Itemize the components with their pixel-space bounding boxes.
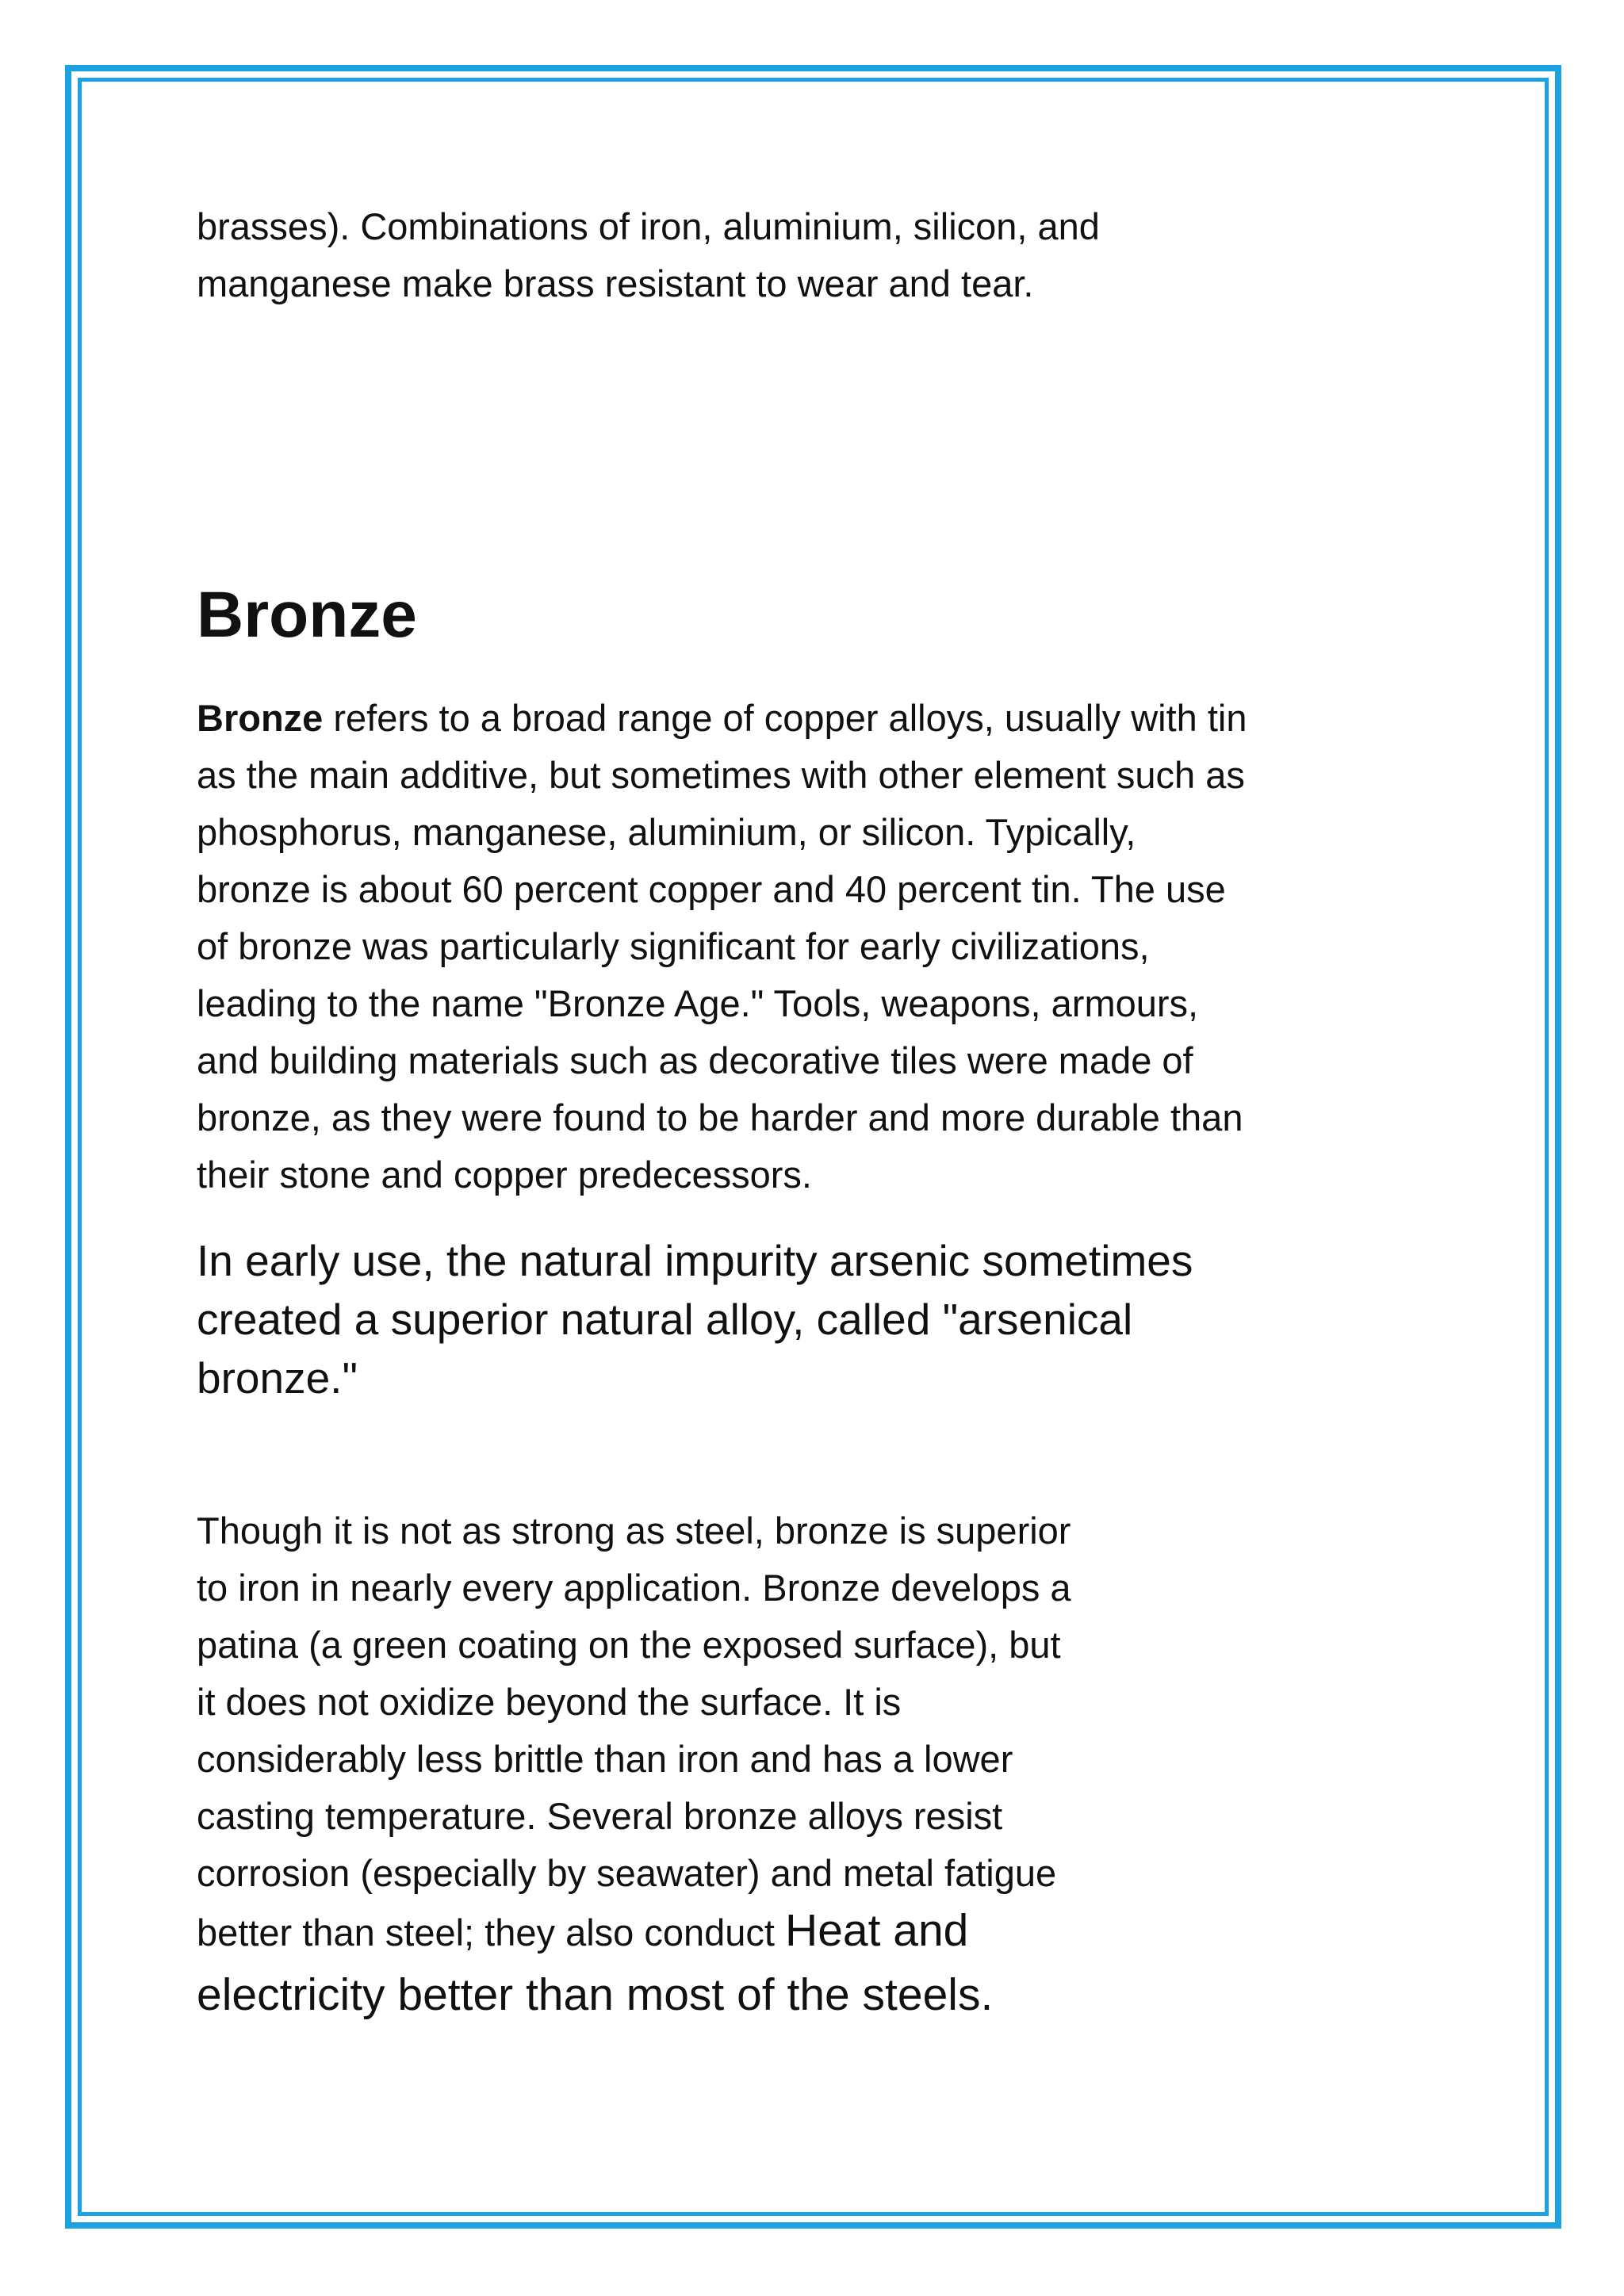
- bold-term: Bronze: [197, 697, 324, 739]
- line-text: refers to a broad range of copper alloys, usually with tin: [323, 697, 1247, 739]
- paragraph-line: [197, 1902, 1071, 1961]
- paragraph-line: to iron in nearly every application. Bronze develops a: [197, 1567, 1071, 1609]
- paragraph-line: and building materials such as decorative tiles were made of: [197, 1039, 1193, 1081]
- paragraph-line: bronze, as they were found to be harder and more durable than: [197, 1096, 1243, 1138]
- bronze-properties-paragraph: [197, 1502, 1071, 2028]
- paragraph-line: In early use, the natural impurity arsenic sometimes: [197, 1236, 1193, 1285]
- section-heading: Bronze: [197, 579, 417, 651]
- paragraph-line: their stone and copper predecessors.: [197, 1154, 812, 1196]
- line-text-large: Heat and: [785, 1905, 969, 1956]
- paragraph-line: Though it is not as strong as steel, bronze is superior: [197, 1510, 1071, 1552]
- intro-line: manganese make brass resistant to wear and tear.: [197, 262, 1034, 304]
- paragraph-line: leading to the name "Bronze Age." Tools, weapons, armours,: [197, 982, 1199, 1024]
- arsenical-bronze-paragraph: [197, 1231, 1193, 1407]
- paragraph-line: phosphorus, manganese, aluminium, or silicon. Typically,: [197, 811, 1136, 853]
- paragraph-line: as the main additive, but sometimes with other element such as: [197, 754, 1245, 796]
- intro-line: brasses). Combinations of iron, aluminium, silicon, and: [197, 205, 1100, 247]
- paragraph-line: [197, 690, 1247, 747]
- paragraph-line: considerably less brittle than iron and has a lower: [197, 1738, 1013, 1780]
- paragraph-line-large: electricity better than most of the steels.: [197, 1969, 994, 2020]
- paragraph-line: it does not oxidize beyond the surface. It is: [197, 1681, 902, 1723]
- line-text: better than steel; they also conduct: [197, 1911, 786, 1954]
- bronze-definition-paragraph: [197, 690, 1247, 1203]
- paragraph-line: casting temperature. Several bronze alloys resist: [197, 1795, 1003, 1837]
- intro-paragraph: [197, 198, 1100, 312]
- paragraph-line: bronze is about 60 percent copper and 40 percent tin. The use: [197, 868, 1226, 910]
- paragraph-line: patina (a green coating on the exposed surface), but: [197, 1624, 1061, 1666]
- paragraph-line: corrosion (especially by seawater) and metal fatigue: [197, 1852, 1057, 1894]
- paragraph-line: of bronze was particularly significant for early civilizations,: [197, 925, 1150, 967]
- paragraph-line: bronze.": [197, 1353, 358, 1402]
- paragraph-line: created a superior natural alloy, called "arsenical: [197, 1295, 1133, 1344]
